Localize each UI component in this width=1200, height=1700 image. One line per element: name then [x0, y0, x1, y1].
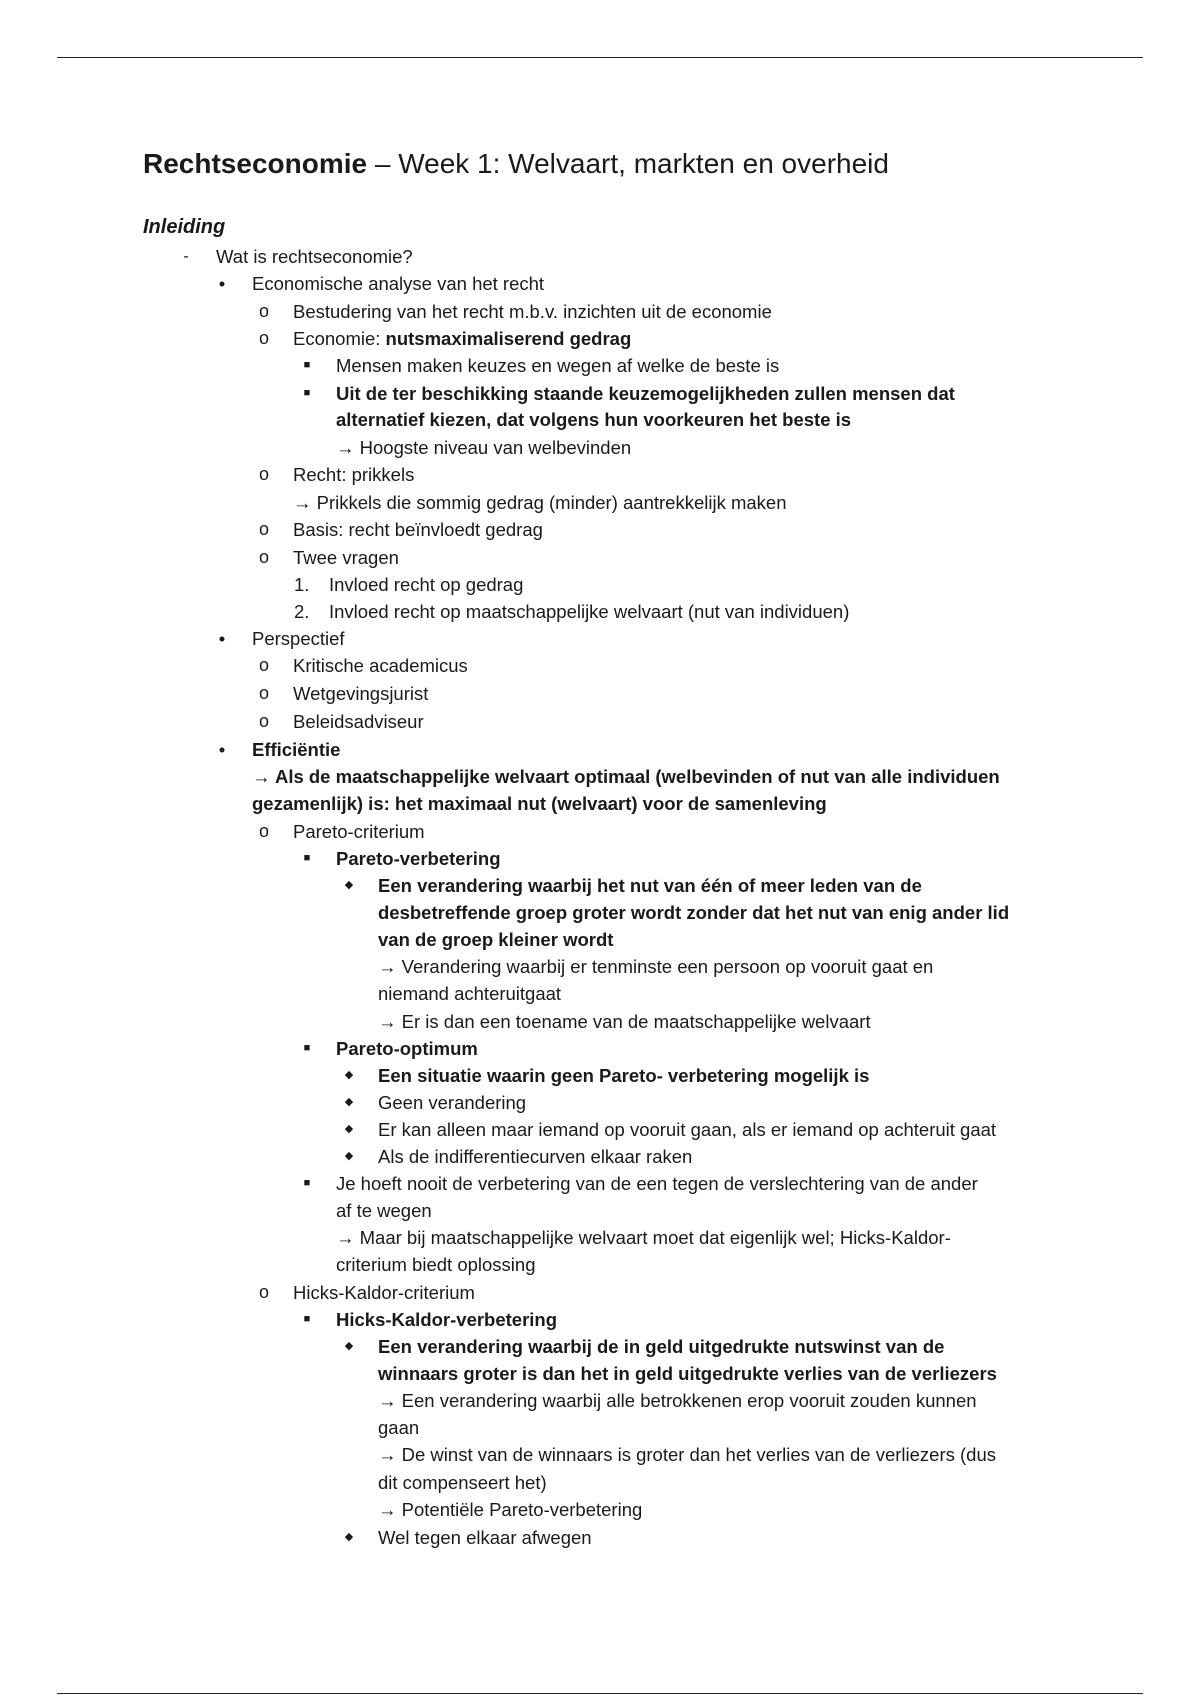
list-item: desbetreffende groep groter wordt zonder dat het nut van enig ander lid	[378, 902, 1010, 923]
list-item: Invloed recht op maatschappelijke welvaart (nut van individuen)	[329, 601, 850, 622]
list-item: winnaars groter is dan het in geld uitgedrukte verlies van de verliezers	[378, 1363, 997, 1384]
list-item-prefix: Economie:	[293, 328, 386, 349]
list-item-emphasis: nutsmaximaliserend gedrag	[385, 328, 632, 349]
list-item: Wetgevingsjurist	[293, 683, 429, 704]
list-item: criterium biedt oplossing	[336, 1254, 536, 1275]
list-item: Wel tegen elkaar afwegen	[378, 1527, 592, 1548]
list-item: dit compenseert het)	[378, 1472, 547, 1493]
list-item: gaan	[378, 1417, 420, 1438]
list-item: Uit de ter beschikking staande keuzemogelijkheden zullen mensen dat	[336, 383, 955, 404]
list-item: Wat is rechtseconomie?	[216, 246, 413, 267]
section-heading: Inleiding	[143, 216, 226, 238]
list-item: → Verandering waarbij er tenminste een persoon op vooruit gaat en	[378, 956, 934, 977]
circle-bullet: o	[258, 821, 269, 841]
square-bullet: ■	[303, 1313, 311, 1325]
circle-bullet: o	[258, 328, 269, 348]
list-item: Pareto-criterium	[293, 821, 425, 842]
square-bullet: ■	[303, 1177, 311, 1189]
circle-bullet: o	[258, 711, 269, 731]
dot-bullet: •	[218, 273, 226, 294]
list-item: → De winst van de winnaars is groter dan het verlies van de verliezers (dus	[378, 1444, 996, 1465]
list-item: Een verandering waarbij het nut van één of meer leden van de	[378, 875, 922, 896]
dash-bullet: -	[183, 248, 189, 265]
list-item: → Hoogste niveau van welbevinden	[336, 437, 632, 458]
list-item: → Er is dan een toename van de maatschappelijke welvaart	[378, 1011, 871, 1032]
list-item: Pareto-optimum	[336, 1038, 478, 1059]
diamond-bullet: ◆	[344, 1150, 354, 1162]
square-bullet: ■	[303, 1042, 311, 1054]
list-item: Hicks-Kaldor-criterium	[293, 1282, 475, 1303]
circle-bullet: o	[258, 1282, 269, 1302]
list-item: Geen verandering	[378, 1092, 527, 1113]
footer-rule	[57, 1693, 1143, 1694]
list-item: Er kan alleen maar iemand op vooruit gaan, als er iemand op achteruit gaat	[378, 1119, 997, 1140]
list-item: Je hoeft nooit de verbetering van de een tegen de verslechtering van de ander	[336, 1173, 978, 1194]
list-item: → Als de maatschappelijke welvaart optimaal (welbevinden of nut van alle individuen	[252, 766, 1000, 787]
list-item: niemand achteruitgaat	[378, 983, 562, 1004]
square-bullet: ■	[303, 852, 311, 864]
list-item: Een situatie waarin geen Pareto- verbetering mogelijk is	[378, 1065, 870, 1086]
diamond-bullet: ◆	[344, 879, 354, 891]
list-item: Basis: recht beïnvloedt gedrag	[293, 519, 543, 540]
list-item: Perspectief	[252, 628, 345, 649]
list-item: alternatief kiezen, dat volgens hun voorkeuren het beste is	[336, 409, 852, 430]
list-item: → Een verandering waarbij alle betrokkenen erop vooruit zouden kunnen	[378, 1390, 977, 1411]
list-item: Efficiëntie	[252, 739, 341, 760]
dot-bullet: •	[218, 739, 226, 760]
list-item	[293, 325, 631, 352]
list-item: → Potentiële Pareto-verbetering	[378, 1499, 643, 1520]
circle-bullet: o	[258, 464, 269, 484]
list-item: Als de indifferentiecurven elkaar raken	[378, 1146, 693, 1167]
diamond-bullet: ◆	[344, 1531, 354, 1543]
dot-bullet: •	[218, 628, 226, 649]
diamond-bullet: ◆	[344, 1340, 354, 1352]
list-item: Bestudering van het recht m.b.v. inzichten uit de economie	[293, 301, 772, 322]
list-item: Pareto-verbetering	[336, 848, 501, 869]
title-rest: – Week 1: Welvaart, markten en overheid	[367, 148, 889, 179]
list-item: van de groep kleiner wordt	[378, 929, 614, 950]
list-number: 2.	[294, 601, 310, 622]
circle-bullet: o	[258, 547, 269, 567]
circle-bullet: o	[258, 301, 269, 321]
diamond-bullet: ◆	[344, 1069, 354, 1081]
page-title	[143, 147, 889, 181]
list-item: Kritische academicus	[293, 655, 468, 676]
list-item: Recht: prikkels	[293, 464, 415, 485]
circle-bullet: o	[258, 683, 269, 703]
list-item: af te wegen	[336, 1200, 432, 1221]
list-item: Een verandering waarbij de in geld uitgedrukte nutswinst van de	[378, 1336, 945, 1357]
circle-bullet: o	[258, 655, 269, 675]
list-item: → Maar bij maatschappelijke welvaart moet dat eigenlijk wel; Hicks-Kaldor-	[336, 1227, 951, 1248]
list-item: Invloed recht op gedrag	[329, 574, 524, 595]
list-item: gezamenlijk) is: het maximaal nut (welvaart) voor de samenleving	[252, 793, 827, 814]
diamond-bullet: ◆	[344, 1123, 354, 1135]
list-item: Mensen maken keuzes en wegen af welke de beste is	[336, 355, 780, 376]
square-bullet: ■	[303, 359, 311, 371]
list-item: Economische analyse van het recht	[252, 273, 545, 294]
diamond-bullet: ◆	[344, 1096, 354, 1108]
list-item: → Prikkels die sommig gedrag (minder) aantrekkelijk maken	[293, 492, 787, 513]
list-number: 1.	[294, 574, 310, 595]
list-item: Beleidsadviseur	[293, 711, 424, 732]
circle-bullet: o	[258, 519, 269, 539]
header-rule	[57, 57, 1143, 58]
title-bold: Rechtseconomie	[143, 148, 368, 179]
list-item: Hicks-Kaldor-verbetering	[336, 1309, 558, 1330]
list-item: Twee vragen	[293, 547, 399, 568]
square-bullet: ■	[303, 387, 311, 399]
